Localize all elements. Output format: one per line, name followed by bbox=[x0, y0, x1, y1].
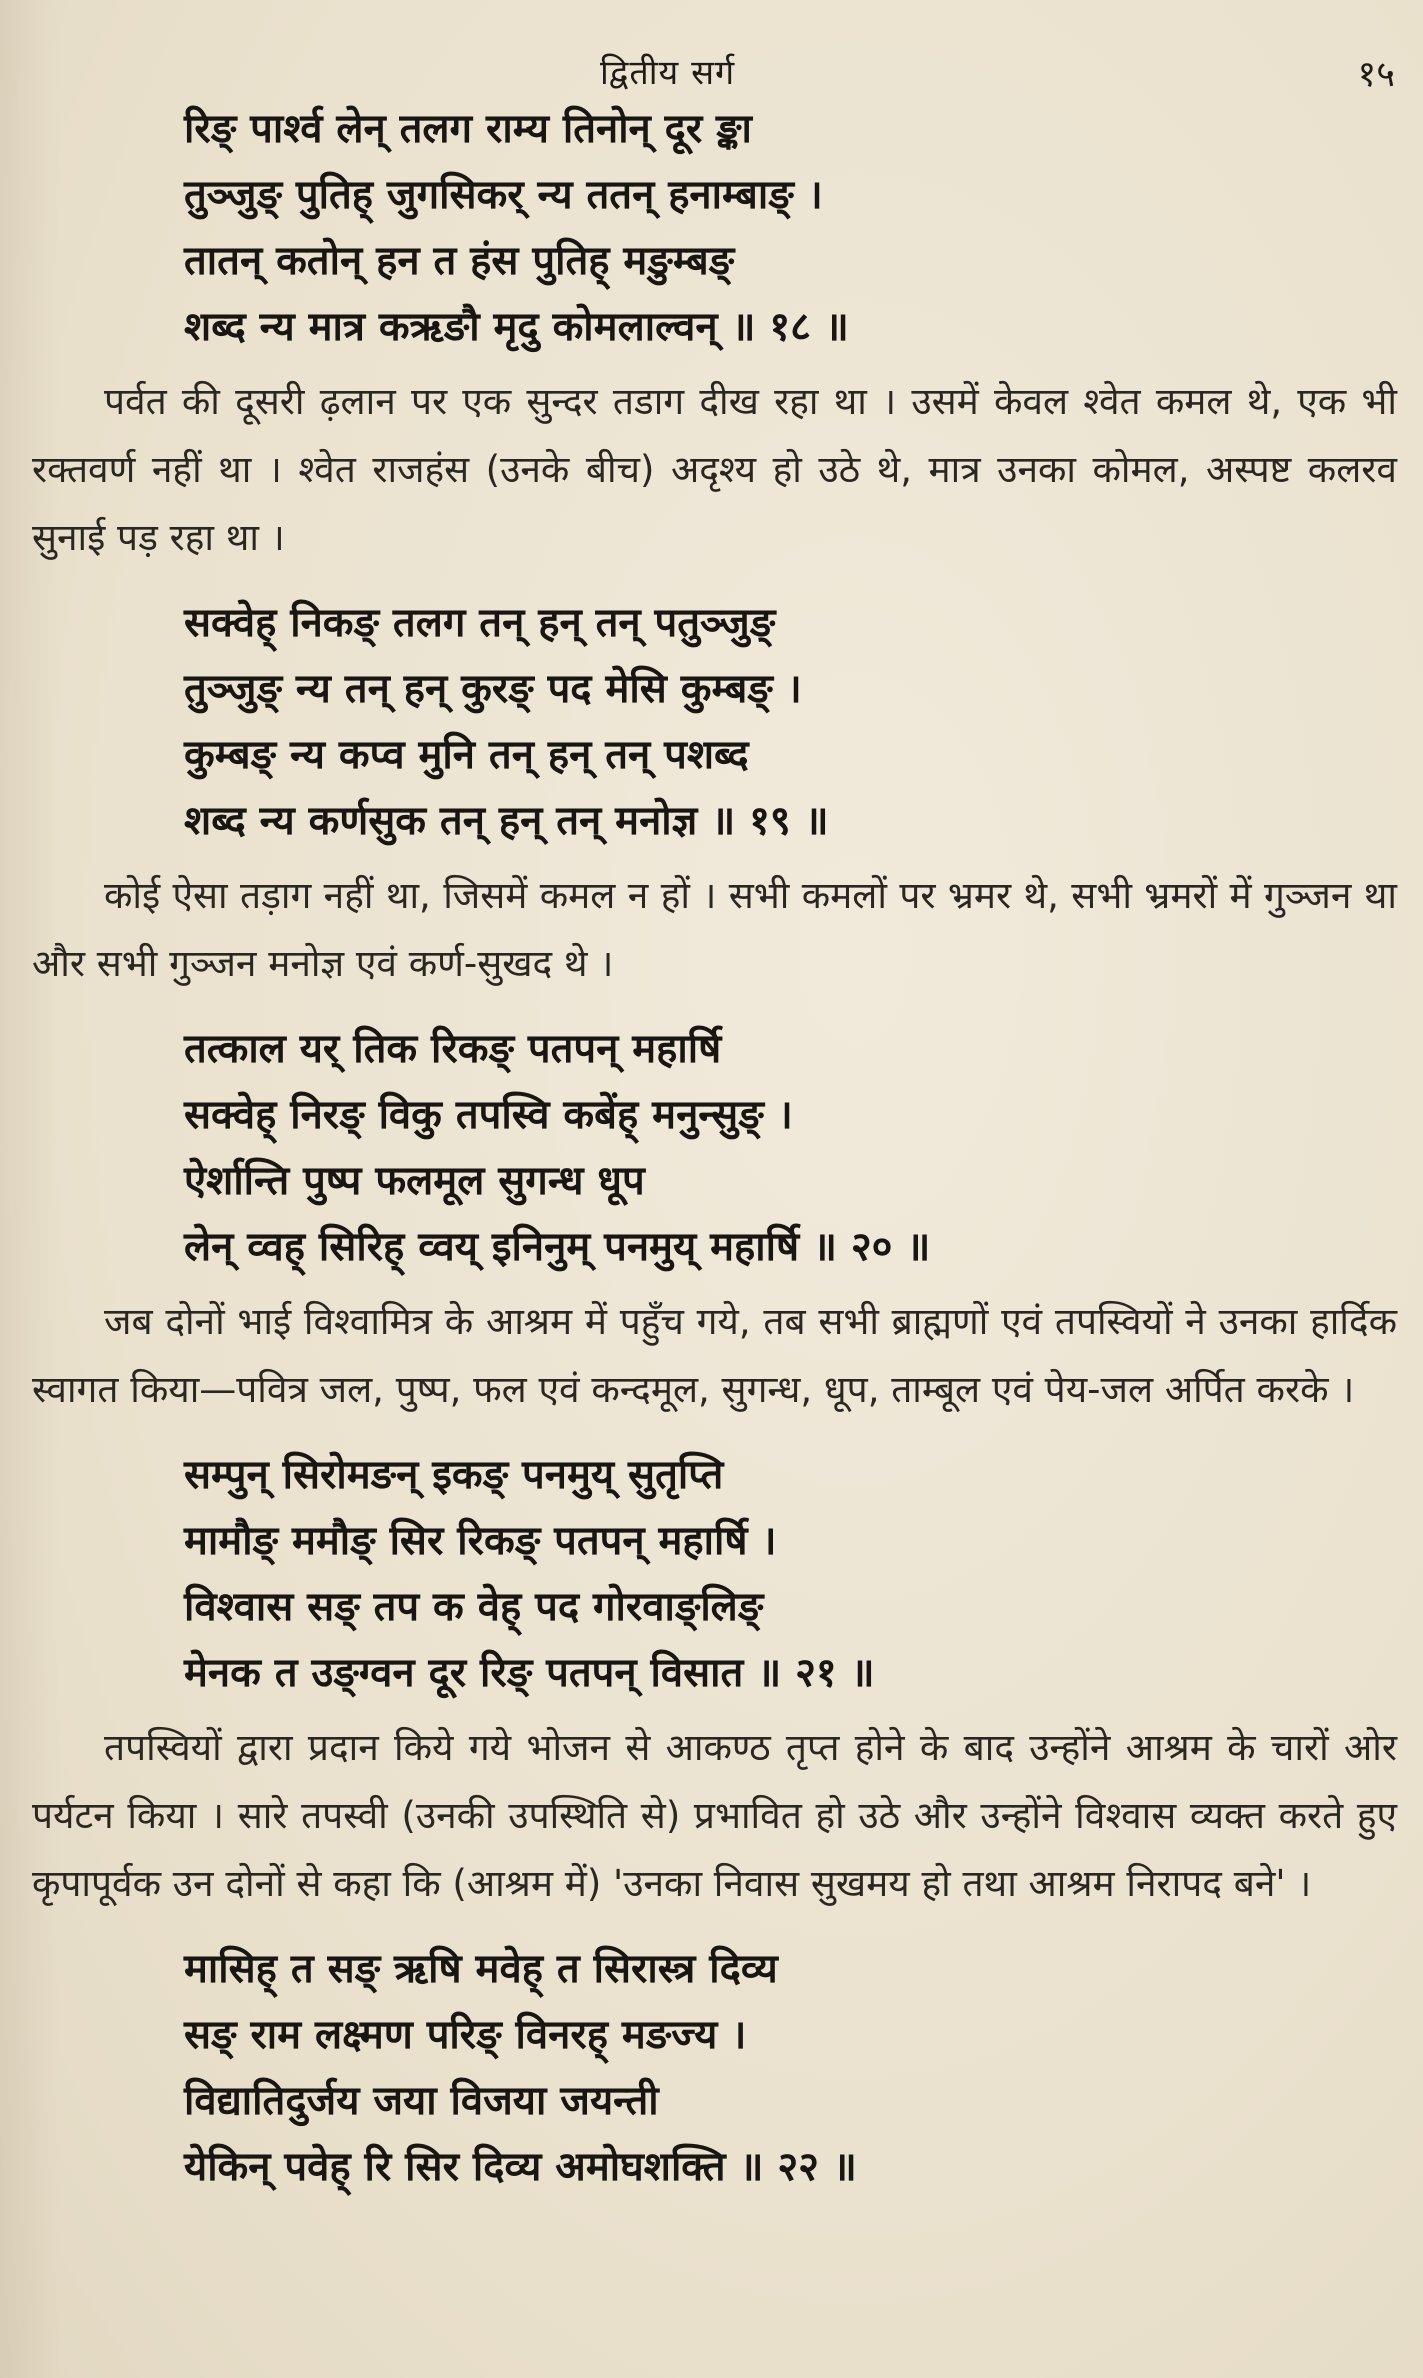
translation-paragraph-21: तपस्वियों द्वारा प्रदान किये गये भोजन से आकण्ठ तृप्त होने के बाद उन्होंने आश्रम के चारों ओर पर्यटन किया । सारे तपस्वी (उनकी उपस्थिति से) प्रभावित हो उठे और उन्होंने विश्वास व्यक्त करते हुए कृपापूर्वक उन दोनों से कहा कि (आश्रम में) 'उनका निवास सुखमय हो तथा आश्रम निरापद बने' । bbox=[32, 1726, 1397, 1905]
translation-paragraph-19: कोई ऐसा तड़ाग नहीं था, जिसमें कमल न हों । सभी कमलों पर भ्रमर थे, सभी भ्रमरों में गुञ्जन था और सभी गुञ्जन मनोज्ञ एवं कर्ण-सुखद थे । bbox=[32, 874, 1397, 985]
verse-line: विद्यातिदुर्जय जया विजया जयन्ती bbox=[184, 2078, 659, 2124]
verse-20 bbox=[184, 1016, 1397, 1280]
verse-line: सक्वेह् निकङ् तलग तन् हन् तन् पतुञ्जुङ् bbox=[184, 600, 776, 646]
verse-line: ऐर्शान्ति पुष्प फलमूल सुगन्ध धूप bbox=[184, 1158, 645, 1204]
verse-block-20 bbox=[32, 1016, 1397, 1424]
verse-block-21 bbox=[32, 1442, 1397, 1918]
verse-line: तुञ्जुङ् न्य तन् हन् कुरङ् पद मेसि कुम्बङ् । bbox=[184, 666, 802, 712]
verse-line: तातन् कतोन् हन त हंस पुतिह् मङुम्बङ् bbox=[184, 238, 735, 284]
verse-line: तत्काल यर् तिक रिकङ् पतपन् महार्षि bbox=[184, 1026, 722, 1072]
verse-block-19 bbox=[32, 590, 1397, 998]
verse-22 bbox=[184, 1936, 1397, 2200]
verse-block-18 bbox=[32, 96, 1397, 572]
verse-line: शब्द न्य कर्णसुक तन् हन् तन् मनोज्ञ ॥ १९ ॥ bbox=[184, 798, 829, 844]
running-head: द्वितीय सर्ग bbox=[600, 53, 736, 93]
verse-line: कुम्बङ् न्य कप्व मुनि तन् हन् तन् पशब्द bbox=[184, 732, 749, 778]
verse-line: सङ् राम लक्ष्मण परिङ् विनरह् मङज्य । bbox=[184, 2012, 747, 2058]
verse-line: मामौङ् ममौङ् सिर रिकङ् पतपन् महार्षि । bbox=[184, 1518, 777, 1564]
verse-line: शब्द न्य मात्र कऋङौ मृदु कोमलाल्वन् ॥ १८ ॥ bbox=[184, 304, 849, 350]
verse-18 bbox=[184, 96, 1397, 360]
verse-line: लेन् व्वह् सिरिह् व्वय् इनिनुम् पनमुय् महार्षि ॥ २० ॥ bbox=[184, 1224, 931, 1270]
verse-19 bbox=[184, 590, 1397, 854]
page-content bbox=[32, 96, 1397, 2210]
verse-21 bbox=[184, 1442, 1397, 1706]
verse-line: रिङ् पार्श्व लेन् तलग राम्य तिनोन् दूर ङ्का bbox=[184, 106, 752, 152]
translation-paragraph-18: पर्वत की दूसरी ढ़लान पर एक सुन्दर तडाग दीख रहा था । उसमें केवल श्वेत कमल थे, एक भी रक्तवर्ण नहीं था । श्वेत राजहंस (उनके बीच) अदृश्य हो उठे थे, मात्र उनका कोमल, अस्पष्ट कलरव सुनाई पड़ रहा था । bbox=[32, 380, 1397, 559]
verse-line: मेनक त उङ्ग्वन दूर रिङ् पतपन् विसात ॥ २१ ॥ bbox=[184, 1650, 875, 1696]
verse-line: विश्वास सङ् तप क वेह् पद गोरवाङ्लिङ् bbox=[184, 1584, 764, 1630]
verse-line: सक्वेह् निरङ् विकु तपस्वि कबेंह् मनुन्सुङ् । bbox=[184, 1092, 793, 1138]
verse-block-22 bbox=[32, 1936, 1397, 2200]
translation-paragraph-20: जब दोनों भाई विश्वामित्र के आश्रम में पहुँच गये, तब सभी ब्राह्मणों एवं तपस्वियों ने उनका हार्दिक स्वागत किया—पवित्र जल, पुष्प, फल एवं कन्दमूल, सुगन्ध, धूप, ताम्बूल एवं पेय-जल अर्पित करके । bbox=[32, 1300, 1397, 1411]
page-number: १५ bbox=[1357, 54, 1395, 95]
verse-line: येकिन् पवेह् रि सिर दिव्य अमोघशक्ति ॥ २२ ॥ bbox=[184, 2144, 857, 2190]
verse-line: मासिह् त सङ् ऋषि मवेह् त सिरास्त्र दिव्य bbox=[184, 1946, 778, 1992]
verse-line: तुञ्जुङ् पुतिह् जुगसिकर् न्य ततन् हनाम्बाङ् । bbox=[184, 172, 823, 218]
verse-line: सम्पुन् सिरोमङन् इकङ् पनमुय् सुतृप्ति bbox=[184, 1452, 724, 1498]
